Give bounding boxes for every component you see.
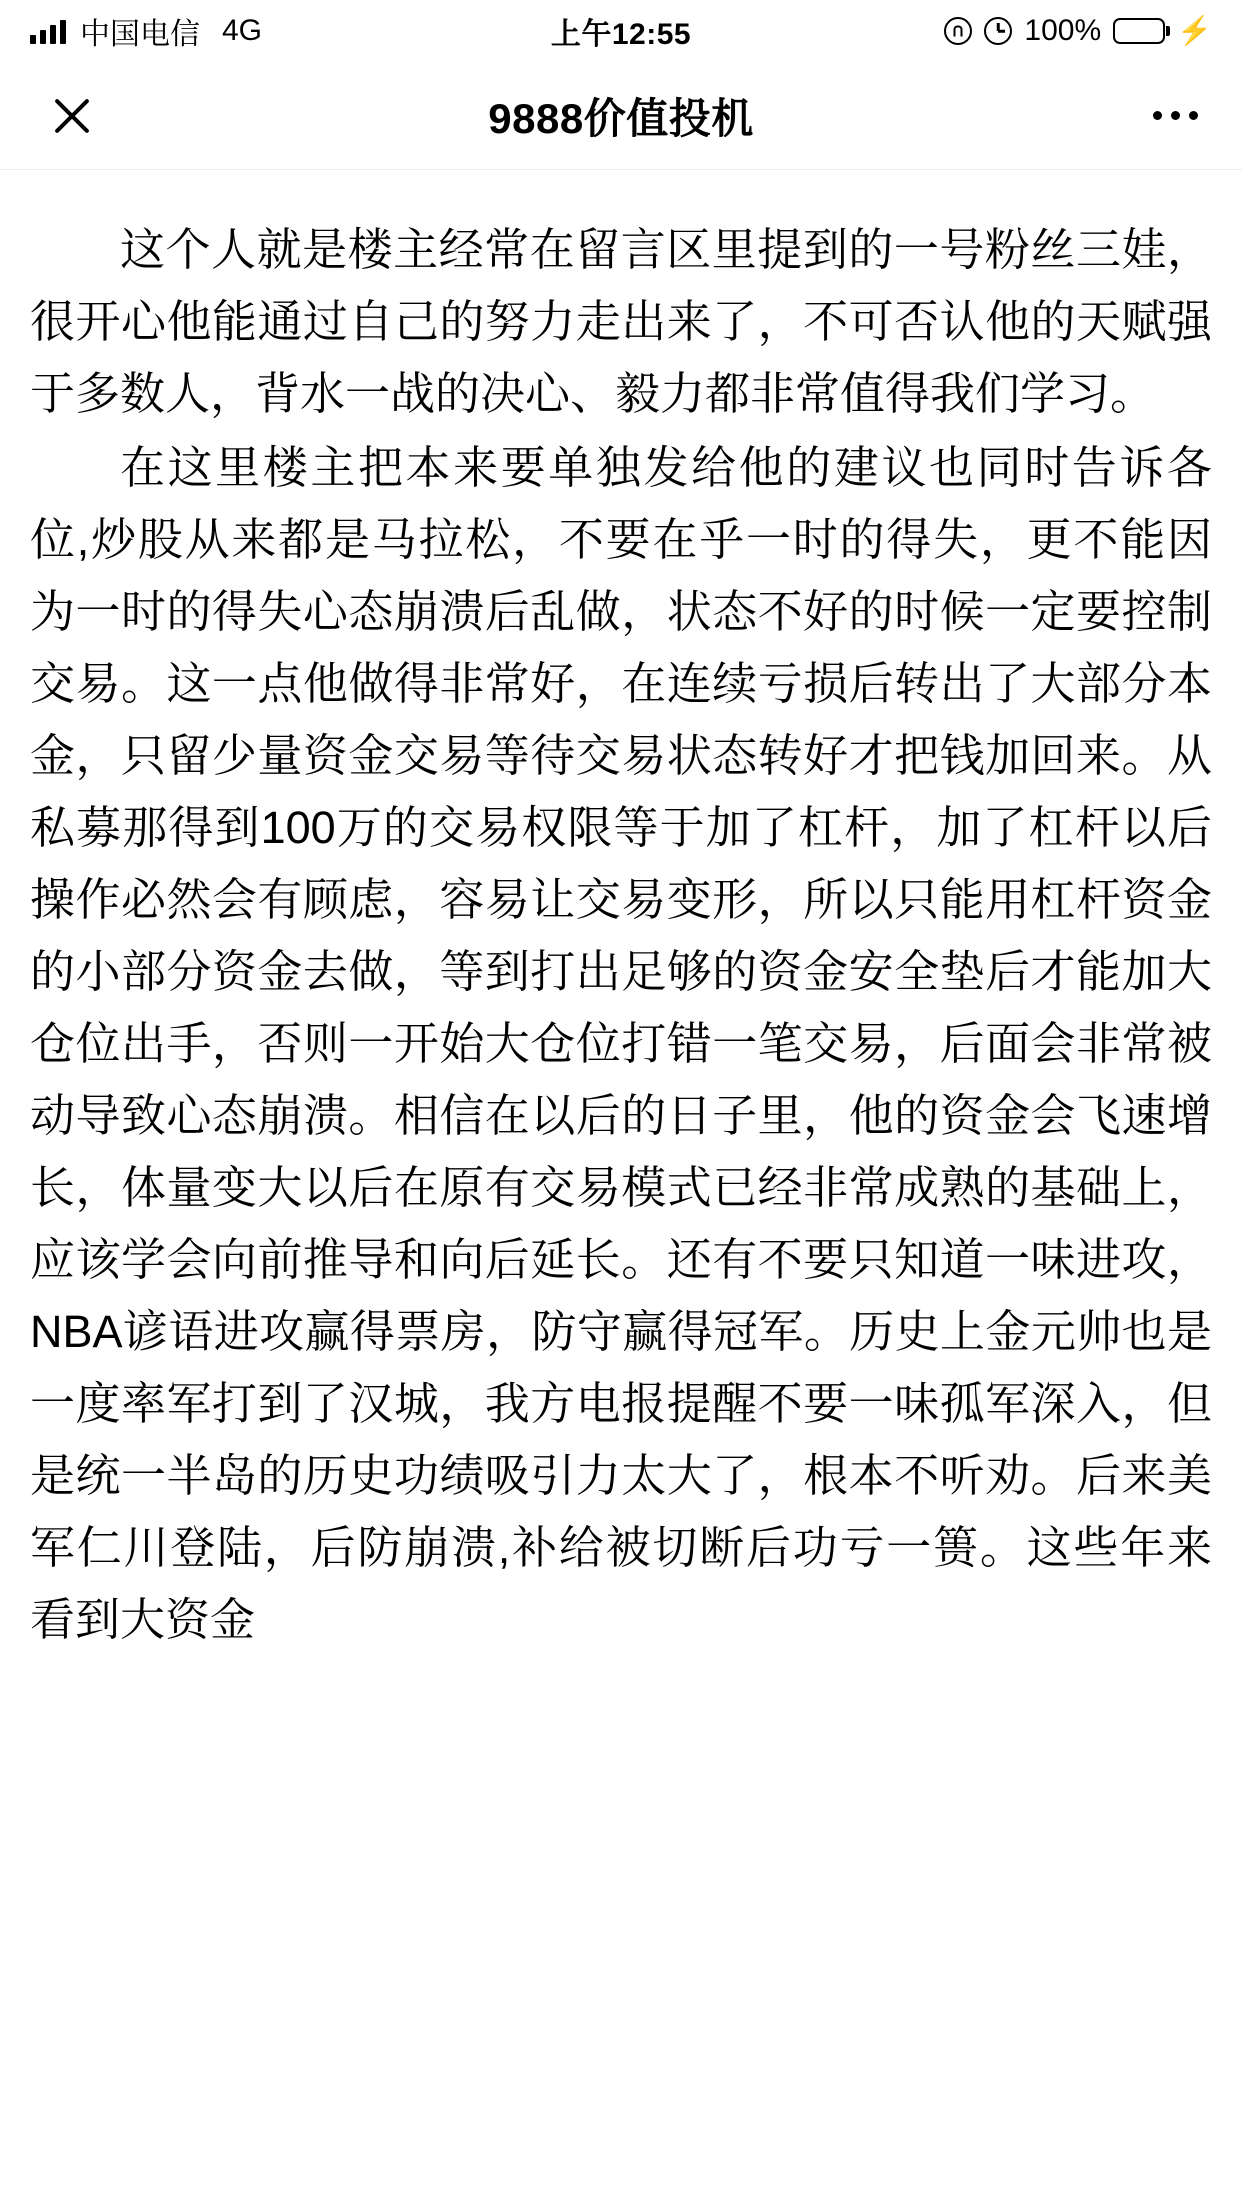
signal-bars-icon <box>30 18 66 44</box>
navigation-bar <box>0 62 1242 170</box>
status-bar-left <box>30 9 262 53</box>
page-title: 9888价值投机 <box>488 94 754 142</box>
rotation-lock-icon <box>944 17 972 45</box>
battery-percent-label: 100% <box>1024 14 1102 47</box>
status-bar <box>0 0 1242 62</box>
status-bar-clock: 上午12:55 <box>550 18 692 51</box>
status-bar-right <box>944 14 1212 48</box>
more-options-icon[interactable] <box>1153 111 1198 120</box>
article-paragraph: 这个人就是楼主经常在留言区里提到的一号粉丝三娃，很开心他能通过自己的努力走出来了，不可否认他的天赋强于多数人，背水一战的决心、毅力都非常值得我们学习。 <box>30 224 1212 419</box>
alarm-clock-icon <box>984 17 1012 45</box>
article-content <box>0 170 1242 1656</box>
battery-icon <box>1113 18 1165 44</box>
carrier-label: 中国电信 <box>80 18 200 51</box>
lightning-bolt-icon: ⚡ <box>1177 15 1212 46</box>
network-type-label: 4G <box>222 14 263 47</box>
article-paragraph: 在这里楼主把本来要单独发给他的建议也同时告诉各位,炒股从来都是马拉松，不要在乎一时的得失，更不能因为一时的得失心态崩溃后乱做，状态不好的时候一定要控制交易。这一点他做得非常好，在连续亏损后转出了大部分本金，只留少量资金交易等待交易状态转好才把钱加回来。从私募那得到100万的交易权限等于加了杠杆，加了杠杆以后操作必然会有顾虑，容易让交易变形，所以只能用杠杆资金的小部分资金去做，等到打出足够的资金安全垫后才能加大仓位出手，否则一开始大仓位打错一笔交易，后面会非常被动导致心态崩溃。相信在以后的日子里，他的资金会飞速增长，体量变大以后在原有交易模式已经非常成熟的基础上，应该学会向前推导和向后延长。还有不要只知道一味进攻，NBA谚语进攻赢得票房，防守赢得冠军。历史上金元帅也是一度率军打到了汉城，我方电报提醒不要一味孤军深入，但是统一半岛的历史功绩吸引力太大了，根本不听劝。后来美军仁川登陆，后防崩溃,补给被切断后功亏一篑。这些年来看到大资金 <box>30 442 1212 1645</box>
